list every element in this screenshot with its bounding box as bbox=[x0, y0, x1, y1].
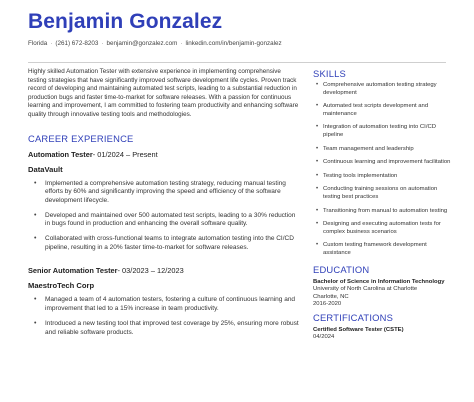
contact-email[interactable]: benjamin@gonzalez.com bbox=[106, 40, 178, 47]
job-title-line bbox=[28, 266, 300, 275]
contact-separator: · bbox=[101, 40, 104, 47]
job-dates: - 03/2023 – 12/2023 bbox=[117, 266, 184, 276]
experience-section-title: CAREER EXPERIENCE bbox=[28, 132, 134, 144]
job-bullet: • Collaborated with cross-functional teams to integrate automation testing into the CI/CD pipeline, resulting in a 20% faster time-to-market for software releases. bbox=[28, 235, 300, 252]
job-bullet: • Implemented a comprehensive automation testing strategy, reducing manual testing efforts by 60% and significantly improving the speed and efficiency of the software development lifecycle. bbox=[28, 180, 300, 206]
certifications-section-title: CERTIFICATIONS bbox=[313, 311, 394, 323]
job-bullet: • Managed a team of 4 automation testers, fostering a culture of continuous learning and improvement that led to a 15% increase in team productivity. bbox=[28, 296, 300, 313]
skill-item: • Team management and leadership bbox=[313, 146, 453, 154]
certification-entry bbox=[313, 327, 453, 342]
skill-item: • Custom testing framework development assistance bbox=[313, 242, 453, 257]
education-entry bbox=[313, 279, 453, 309]
skills-list bbox=[313, 82, 453, 258]
job-title: Automation Tester bbox=[28, 149, 93, 159]
contact-line bbox=[28, 40, 458, 47]
contact-separator: · bbox=[180, 40, 183, 47]
skill-item: • Continuous learning and improvement facilitation bbox=[313, 159, 453, 167]
skill-item: • Integration of automation testing into CI/CD pipeline bbox=[313, 124, 453, 139]
certification-name: Certified Software Tester (CSTE) bbox=[313, 326, 404, 333]
company-name: MaestroTech Corp bbox=[28, 281, 95, 291]
skill-item: • Conducting training sessions on automation testing best practices bbox=[313, 186, 453, 201]
certification-date: 04/2024 bbox=[313, 334, 335, 341]
school: University of North Carolina at Charlotte bbox=[313, 286, 418, 293]
job-bullet: • Introduced a new testing tool that improved test coverage by 25%, ensuring more robust and reliable software products. bbox=[28, 320, 300, 337]
contact-phone: (261) 672-8203 bbox=[55, 40, 99, 47]
main-column bbox=[28, 68, 300, 343]
header-divider bbox=[28, 62, 446, 63]
skill-item: • Designing and executing automation tests for complex business scenarios bbox=[313, 221, 453, 236]
candidate-name: Benjamin Gonzalez bbox=[28, 10, 223, 33]
sidebar-column bbox=[313, 68, 453, 342]
contact-location: Florida bbox=[28, 40, 48, 47]
skills-section-title: SKILLS bbox=[313, 68, 346, 79]
education-section-title: EDUCATION bbox=[313, 263, 370, 275]
education-years: 2016-2020 bbox=[313, 301, 342, 308]
job-bullets bbox=[28, 296, 300, 337]
degree: Bachelor of Science in Information Technology bbox=[313, 278, 445, 285]
skill-item: • Transitioning from manual to automation testing bbox=[313, 208, 453, 216]
job-title: Senior Automation Tester bbox=[28, 266, 118, 276]
company-name: DataVault bbox=[28, 164, 63, 174]
job-entry bbox=[28, 150, 300, 253]
job-entry bbox=[28, 266, 300, 337]
skill-item: • Automated test scripts development and maintenance bbox=[313, 103, 453, 118]
job-title-line bbox=[28, 150, 300, 159]
resume-header bbox=[28, 10, 458, 47]
job-bullets bbox=[28, 180, 300, 253]
skill-item: • Testing tools implementation bbox=[313, 173, 453, 181]
contact-linkedin[interactable]: linkedin.com/in/benjamin-gonzalez bbox=[185, 40, 282, 47]
skill-item: • Comprehensive automation testing strategy development bbox=[313, 82, 453, 97]
professional-summary: Highly skilled Automation Tester with extensive experience in implementing comprehensive testing strategies that have significantly improved software development life cycles. Proven track record of developing and maintaining automated test scripts, leading to a substantial reduction in production bugs and faster time-to-market for software releases. With a passion for continuous learning and improvement, I am committed to fostering team productivity and enhancing software quality through innovative testing tools and methodologies. bbox=[28, 68, 299, 118]
contact-separator: · bbox=[50, 40, 53, 47]
job-dates: - 01/2024 – Present bbox=[92, 149, 158, 159]
school-location: Charlotte, NC bbox=[313, 293, 349, 300]
job-bullet: • Developed and maintained over 500 automated test scripts, leading to a 30% reduction in bugs found in production and enhancing the overall software quality. bbox=[28, 212, 300, 229]
